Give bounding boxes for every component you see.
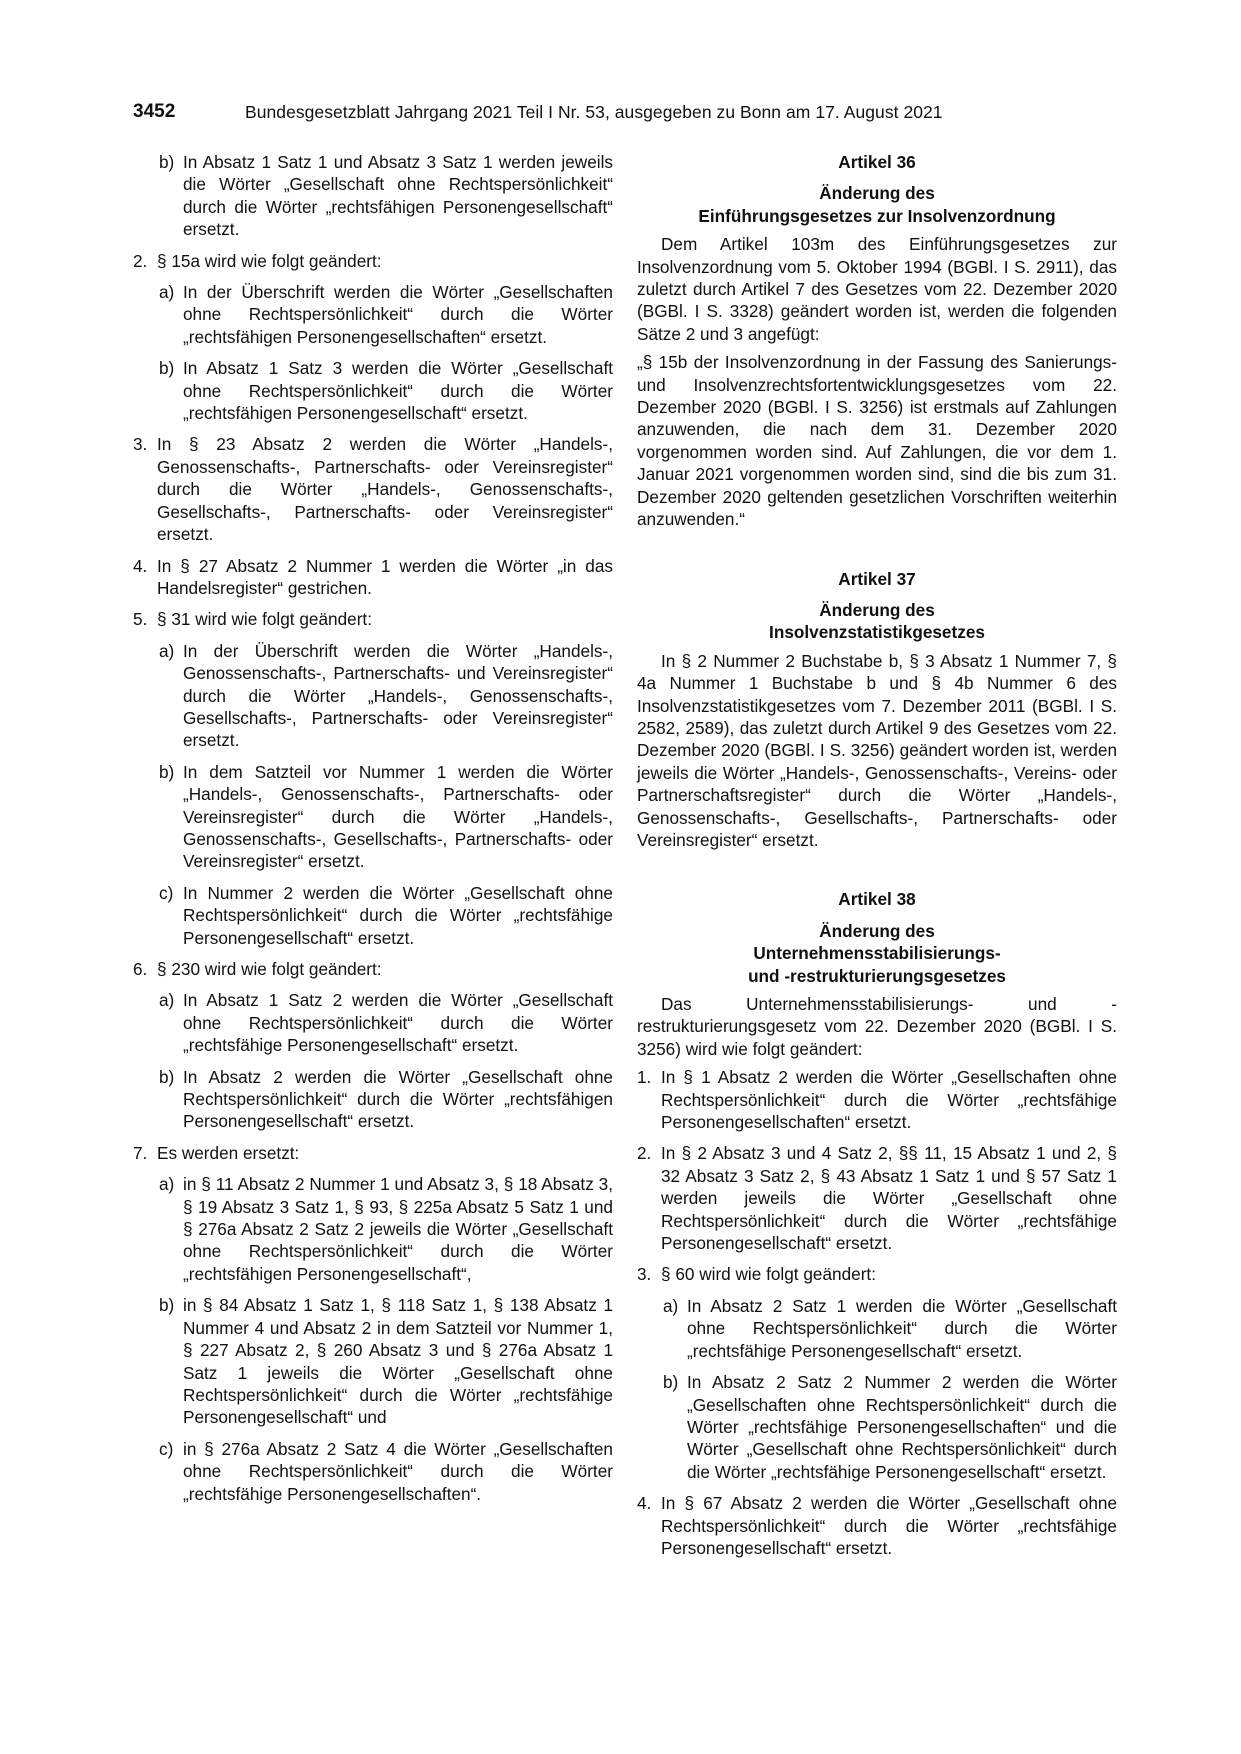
item-text: In Absatz 1 Satz 1 und Absatz 3 Satz 1 werden jeweils die Wörter „Gesellschaft ohne Rechtspersönlichkeit“ durch die Wörter „rechtsfähigen Personengesellschaft“ ersetzt.	[183, 152, 613, 240]
item-text: in § 276a Absatz 2 Satz 4 die Wörter „Gesellschaften ohne Rechtspersönlichkeit“ durch die Wörter „rechtsfähige Personengesellschaften“.	[183, 1438, 613, 1504]
item-label: 3.	[133, 434, 148, 455]
item-text: in § 11 Absatz 2 Nummer 1 und Absatz 3, § 18 Absatz 3, § 19 Absatz 3 Satz 1, § 93, § 225a Absatz 5 Satz 1 und § 276a Absatz 2 Satz 2 jeweils die Wörter „Gesellschaft ohne Rechtspersönlichkeit“ durch die Wörter „rechtsfähigen Personengesellschaft“,	[183, 1174, 613, 1284]
article-title-line: Unternehmensstabilisierungs-	[753, 943, 1001, 964]
item-label: b)	[159, 152, 175, 172]
item-label: b)	[159, 358, 175, 379]
article-heading: Artikel 37	[838, 568, 916, 589]
item-text: § 15a wird wie folgt geändert:	[157, 250, 382, 271]
list-item	[637, 1263, 1117, 1285]
article-title	[637, 599, 1117, 644]
list-item	[637, 1371, 1117, 1483]
article-heading: Artikel 36	[838, 152, 916, 172]
item-label: a)	[159, 282, 175, 303]
page-number: 3452	[133, 101, 176, 122]
list-item	[133, 357, 613, 424]
list-item	[133, 151, 613, 241]
item-label: b)	[159, 761, 175, 782]
item-label: c)	[159, 1438, 174, 1459]
page-header	[133, 101, 1113, 127]
item-text: § 230 wird wie folgt geändert:	[157, 959, 382, 979]
list-item	[133, 761, 613, 873]
item-label: a)	[159, 640, 175, 661]
item-text: Es werden ersetzt:	[157, 1142, 300, 1163]
item-label: 3.	[637, 1264, 652, 1285]
article-title-line: Insolvenzstatistikgesetzes	[769, 622, 985, 643]
article-title-line: Änderung des	[819, 920, 935, 941]
item-label: b)	[663, 1372, 679, 1393]
item-label: a)	[663, 1295, 679, 1316]
item-text: In Nummer 2 werden die Wörter „Gesellschaft ohne Rechtspersönlichkeit“ durch die Wörter „rechtsfähige Personengesellschaft“ ersetzt.	[183, 882, 613, 948]
right-column	[637, 151, 1117, 1568]
item-text: In Absatz 1 Satz 3 werden die Wörter „Gesellschaft ohne Rechtspersönlichkeit“ durch die Wörter „rechtsfähigen Personengesellschaft“ ersetzt.	[183, 358, 613, 424]
list-item	[133, 958, 613, 980]
list-item	[637, 1066, 1117, 1133]
list-item	[133, 1294, 613, 1428]
list-item	[133, 989, 613, 1056]
list-item	[637, 1295, 1117, 1362]
list-item	[133, 1142, 613, 1164]
article-title-line: Änderung des	[819, 599, 935, 620]
running-header: Bundesgesetzblatt Jahrgang 2021 Teil I Nr. 53, ausgegeben zu Bonn am 17. August 2021	[245, 102, 943, 122]
list-item	[133, 640, 613, 752]
item-label: 1.	[637, 1067, 652, 1088]
item-label: 5.	[133, 609, 148, 630]
section-spacer	[637, 537, 1117, 568]
article-title	[637, 920, 1117, 987]
item-label: c)	[159, 882, 174, 903]
list-item	[133, 250, 613, 272]
item-label: 2.	[637, 1143, 652, 1164]
item-text: In der Überschrift werden die Wörter „Gesellschaften ohne Rechtspersönlichkeit“ durch die Wörter „rechtsfähigen Personengesellschaften“ ersetzt.	[183, 282, 613, 347]
list-item	[133, 281, 613, 348]
article-heading: Artikel 38	[838, 889, 916, 910]
list-item	[133, 555, 613, 600]
list-item	[133, 1173, 613, 1285]
left-column	[133, 151, 613, 1514]
list-item	[133, 608, 613, 630]
article-title-line: Einführungsgesetzes zur Insolvenzordnung	[698, 205, 1056, 226]
item-text: In § 27 Absatz 2 Nummer 1 werden die Wörter „in das Handelsregister“ gestrichen.	[157, 555, 613, 598]
item-label: a)	[159, 990, 175, 1011]
item-text: in § 84 Absatz 1 Satz 1, § 118 Satz 1, § 138 Absatz 1 Nummer 4 und Absatz 2 in dem Satzteil vor Nummer 1, § 227 Absatz 2, § 260 Absatz 3 und § 276a Absatz 1 Satz 1 jeweils die Wörter „Gesellschaft ohne Rechtspersönlichkeit“ durch die Wörter „rechtsfähige Personengesellschaft“ und	[183, 1295, 613, 1428]
item-text: In Absatz 1 Satz 2 werden die Wörter „Gesellschaft ohne Rechtspersönlichkeit“ durch die Wörter „rechtsfähige Personengesellschaft“ ersetzt.	[183, 990, 613, 1056]
item-text: In § 2 Absatz 3 und 4 Satz 2, §§ 11, 15 Absatz 1 und 2, § 32 Absatz 3 Satz 2, § 43 Absatz 1 Satz 1 und § 57 Satz 1 werden jeweils die Wörter „Gesellschaft ohne Rechtspersönlichkeit“ durch die Wörter „rechtsfähige Personengesellschaft“ ersetzt.	[661, 1143, 1117, 1254]
item-label: b)	[159, 1066, 175, 1087]
article-paragraph: Das Unternehmensstabilisierungs- und -restrukturierungsgesetz vom 22. Dezember 2020 (BGBl. I S. 3256) wird wie folgt geändert:	[637, 994, 1117, 1059]
item-label: 4.	[637, 1493, 652, 1514]
article-title-line: Änderung des	[819, 183, 935, 204]
item-text: In Absatz 2 Satz 1 werden die Wörter „Gesellschaft ohne Rechtspersönlichkeit“ durch die Wörter „rechtsfähige Personengesellschaft“ ersetzt.	[687, 1295, 1117, 1361]
list-item	[133, 1066, 613, 1133]
list-item	[637, 1492, 1117, 1559]
item-text: In § 67 Absatz 2 werden die Wörter „Gesellschaft ohne Rechtspersönlichkeit“ durch die Wörter „rechtsfähige Personengesellschaft“ ersetzt.	[661, 1493, 1117, 1558]
item-text: In § 1 Absatz 2 werden die Wörter „Gesellschaften ohne Rechtspersönlichkeit“ durch die Wörter „rechtsfähige Personengesellschaften“ ersetzt.	[661, 1067, 1117, 1133]
item-text: § 31 wird wie folgt geändert:	[157, 609, 372, 630]
list-item	[133, 433, 613, 545]
article-quote: „§ 15b der Insolvenzordnung in der Fassung des Sanierungs- und Insolvenzrechtsfortentwicklungsgesetzes vom 22. Dezember 2020 (BGBl. I S. 3256) ist erstmals auf Zahlungen anzuwenden, die nach dem 31. Dezember 2020 vorgenommen worden sind. Auf Zahlungen, die vor dem 1. Januar 2021 vorgenommen worden sind, sind die bis zum 31. Dezember 2020 geltenden gesetzlichen Vorschriften weiterhin anzuwenden.“	[637, 352, 1117, 530]
item-text: § 60 wird wie folgt geändert:	[661, 1264, 876, 1285]
list-item	[133, 882, 613, 949]
item-label: a)	[159, 1174, 175, 1195]
article-paragraph: Dem Artikel 103m des Einführungsgesetzes zur Insolvenzordnung vom 5. Oktober 1994 (BGBl. I S. 2911), das zuletzt durch Artikel 7 des Gesetzes vom 22. Dezember 2020 (BGBl. I S. 3328) geändert worden ist, werden die folgenden Sätze 2 und 3 angefügt:	[637, 234, 1117, 344]
article-title	[637, 182, 1117, 227]
item-text: In Absatz 2 werden die Wörter „Gesellschaft ohne Rechtspersönlichkeit“ durch die Wörter „rechtsfähigen Personengesellschaft“ ersetzt.	[183, 1066, 613, 1132]
list-item	[133, 1438, 613, 1505]
item-label: 6.	[133, 959, 148, 979]
item-text: In § 23 Absatz 2 werden die Wörter „Handels-, Genossenschafts-, Partnerschafts- oder Vereinsregister“ durch die Wörter „Handels-, Genossenschafts-, Gesellschafts-, Partnerschafts- oder Vereinsregister“ ersetzt.	[157, 434, 613, 545]
item-text: In Absatz 2 Satz 2 Nummer 2 werden die Wörter „Gesellschaften ohne Rechtspersönlichkeit“ durch die Wörter „rechtsfähige Personengesellschaften“ und die Wörter „Gesellschaft ohne Rechtspersönlichkeit“ durch die Wörter „rechtsfähige Personengesellschaft“ ersetzt.	[687, 1372, 1117, 1482]
item-text: In dem Satzteil vor Nummer 1 werden die Wörter „Handels-, Genossenschafts-, Partnerschafts- oder Vereinsregister“ durch die Wörter „Handels-, Genossenschafts-, Gesellschafts-, Partnerschafts- oder Vereinsregister“ ersetzt.	[183, 761, 613, 872]
item-text: In der Überschrift werden die Wörter „Handels-, Genossenschafts-, Partnerschafts- und Vereinsregister“ durch die Wörter „Handels-, Genossenschafts-, Gesellschafts-, Partnerschafts- oder Vereinsregister“ ersetzt.	[183, 640, 613, 751]
section-spacer	[637, 857, 1117, 888]
article-title-line: und -restrukturierungsgesetzes	[748, 965, 1006, 986]
item-label: b)	[159, 1295, 175, 1316]
item-label: 7.	[133, 1142, 148, 1163]
list-item	[637, 1142, 1117, 1254]
article-paragraph: In § 2 Nummer 2 Buchstabe b, § 3 Absatz 1 Nummer 7, § 4a Nummer 1 Buchstabe b und § 4b Nummer 6 des Insolvenzstatistikgesetzes vom 7. Dezember 2011 (BGBl. I S. 2582, 2589), das zuletzt durch Artikel 9 des Gesetzes vom 22. Dezember 2020 (BGBl. I S. 3256) geändert worden ist, werden jeweils die Wörter „Handels-, Genossenschafts-, Vereins- oder Partnerschaftsregister“ durch die Wörter „Handels-, Genossenschafts-, Gesellschafts-, Partnerschafts- oder Vereinsregister“ ersetzt.	[637, 650, 1117, 850]
item-label: 2.	[133, 250, 148, 271]
item-label: 4.	[133, 555, 148, 576]
